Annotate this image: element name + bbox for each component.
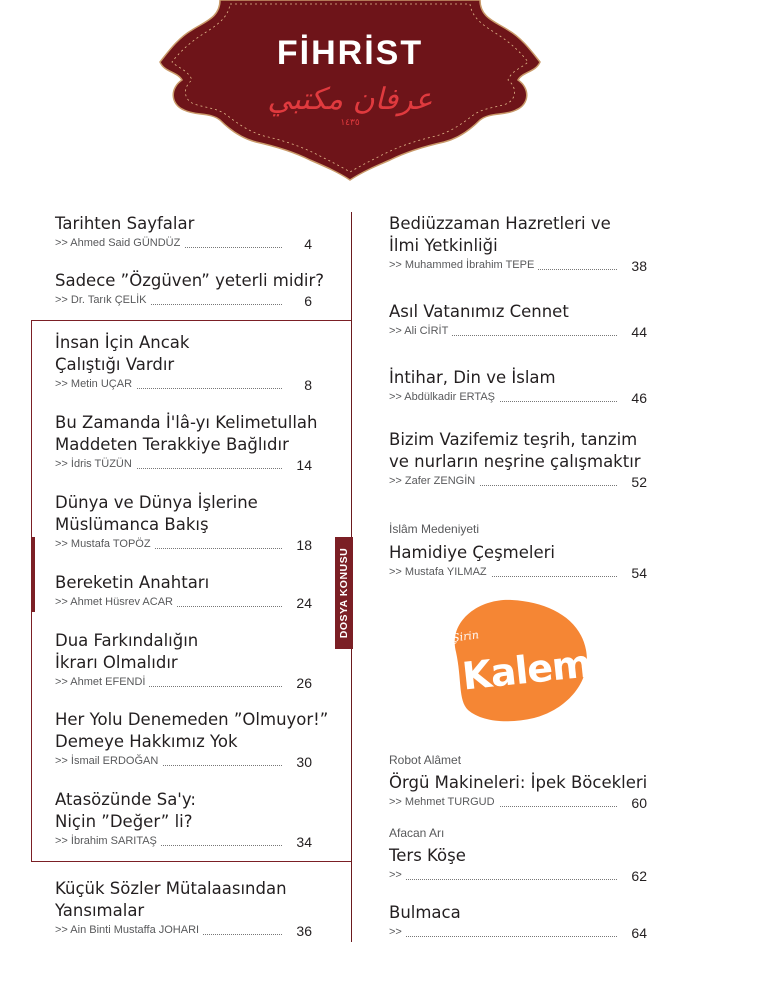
entry-author: >> Ali CİRİT [389, 325, 452, 337]
entry-author: >> Ahmet Hüsrev ACAR [55, 596, 177, 608]
entry-page: 8 [300, 377, 312, 393]
header-ornament [150, 0, 550, 185]
entry-title: Asıl Vatanımız Cennet [389, 302, 569, 321]
entry-page: 46 [627, 390, 647, 406]
entry-title: Müslümanca Bakış [55, 515, 209, 534]
entry-title: Bizim Vazifemiz teşrih, tanzim [389, 430, 638, 449]
entry-title: Küçük Sözler Mütalaasından [55, 879, 287, 898]
toc-entry[interactable] [55, 412, 318, 474]
toc-entry[interactable] [389, 301, 647, 341]
toc-entry[interactable] [389, 429, 647, 491]
irfan-logo-year: ١٤٣٥ [340, 118, 360, 128]
toc-entry[interactable] [55, 492, 312, 554]
entry-author: >> İsmail ERDOĞAN [55, 755, 162, 767]
entry-title: İlmi Yetkinliği [389, 236, 498, 255]
entry-title: Bu Zamanda İ'lâ-yı Kelimetullah [55, 413, 318, 432]
entry-title: Örgü Makineleri: İpek Böcekleri [389, 773, 648, 792]
entry-page: 36 [292, 923, 312, 939]
entry-author: >> [389, 869, 406, 881]
entry-page: 24 [292, 595, 312, 611]
entry-title: Her Yolu Denemeden ”Olmuyor!” [55, 710, 329, 729]
entry-author: >> Ahmet EFENDİ [55, 676, 149, 688]
entry-page: 30 [292, 754, 312, 770]
entry-author: >> Mustafa YILMAZ [389, 566, 491, 578]
entry-page: 26 [292, 675, 312, 691]
page-title: FİHRİST [276, 34, 424, 72]
entry-title: İntihar, Din ve İslam [389, 368, 556, 387]
toc-entry[interactable] [55, 709, 329, 771]
entry-page: 34 [292, 834, 312, 850]
dosya-konusu-label: DOSYA KONUSU [338, 547, 350, 639]
section-label: Afacan Arı [389, 826, 445, 840]
toc-entry[interactable] [389, 772, 647, 812]
entry-title: Bulmaca [389, 903, 461, 922]
entry-author: >> Mehmet TURGUD [389, 796, 499, 808]
entry-title: Atasözünde Sa'y: [55, 790, 196, 809]
entry-title: İnsan İçin Ancak [55, 333, 190, 352]
entry-title: Demeye Hakkımız Yok [55, 732, 238, 751]
entry-title: Yansımalar [55, 901, 145, 920]
entry-page: 38 [627, 258, 647, 274]
entry-title: ve nurların neşrine çalışmaktır [389, 452, 641, 471]
entry-title: Hamidiye Çeşmeleri [389, 543, 555, 562]
irfan-logo-text: عرفان مكتبي [267, 82, 433, 117]
entry-page: 64 [627, 925, 647, 941]
entry-title: Niçin ”Değer” li? [55, 812, 193, 831]
toc-entry[interactable] [389, 845, 647, 885]
toc-entry[interactable] [55, 878, 312, 940]
toc-entry[interactable] [55, 572, 312, 612]
entry-page: 60 [627, 795, 647, 811]
entry-title: Çalıştığı Vardır [55, 355, 175, 374]
kalem-logo-small-text: Şirin [451, 628, 480, 645]
entry-page: 44 [627, 324, 647, 340]
entry-title: Bediüzzaman Hazretleri ve [389, 214, 611, 233]
entry-author: >> Zafer ZENGİN [389, 475, 479, 487]
entry-author: >> Mustafa TOPÖZ [55, 538, 155, 550]
entry-page: 62 [627, 868, 647, 884]
entry-page: 52 [627, 474, 647, 490]
entry-title: İkrarı Olmalıdır [55, 653, 178, 672]
entry-title: Tarihten Sayfalar [55, 214, 195, 233]
entry-author: >> İbrahim SARITAŞ [55, 835, 161, 847]
frame-accent-bar [31, 537, 35, 612]
entry-page: 18 [292, 537, 312, 553]
toc-entry[interactable] [55, 213, 312, 253]
entry-author: >> [389, 926, 406, 938]
toc-entry[interactable] [55, 270, 325, 310]
entry-author: >> Ahmed Said GÜNDÜZ [55, 237, 184, 249]
entry-title: Dünya ve Dünya İşlerine [55, 493, 258, 512]
entry-author: >> Ain Binti Mustaffa JOHARI [55, 924, 203, 936]
entry-author: >> Abdülkadir ERTAŞ [389, 391, 499, 403]
entry-page: 54 [627, 565, 647, 581]
entry-author: >> Metin UÇAR [55, 378, 136, 390]
entry-page: 4 [300, 236, 312, 252]
leader-dots [389, 879, 617, 880]
toc-entry[interactable] [389, 902, 647, 942]
toc-entry[interactable] [55, 789, 312, 851]
kalem-logo-big-text: Kalem [460, 641, 593, 699]
section-label: Robot Alâmet [389, 753, 462, 767]
leader-dots [389, 936, 617, 937]
entry-title: Dua Farkındalığın [55, 631, 199, 650]
entry-title: Bereketin Anahtarı [55, 573, 210, 592]
entry-page: 14 [292, 457, 312, 473]
entry-title: Maddeten Terakkiye Bağlıdır [55, 435, 289, 454]
entry-author: >> Dr. Tarık ÇELİK [55, 294, 151, 306]
toc-entry[interactable] [55, 332, 312, 394]
entry-page: 6 [300, 293, 312, 309]
toc-entry[interactable] [389, 213, 647, 275]
entry-author: >> Muhammed İbrahim TEPE [389, 259, 538, 271]
toc-entry[interactable] [55, 630, 312, 692]
entry-title: Sadece ”Özgüven” yeterli midir? [55, 271, 325, 290]
toc-entry[interactable] [389, 367, 647, 407]
section-label: İslâm Medeniyeti [389, 522, 480, 536]
entry-title: Ters Köşe [389, 846, 466, 865]
toc-entry[interactable] [389, 542, 647, 582]
entry-author: >> İdris TÜZÜN [55, 458, 136, 470]
